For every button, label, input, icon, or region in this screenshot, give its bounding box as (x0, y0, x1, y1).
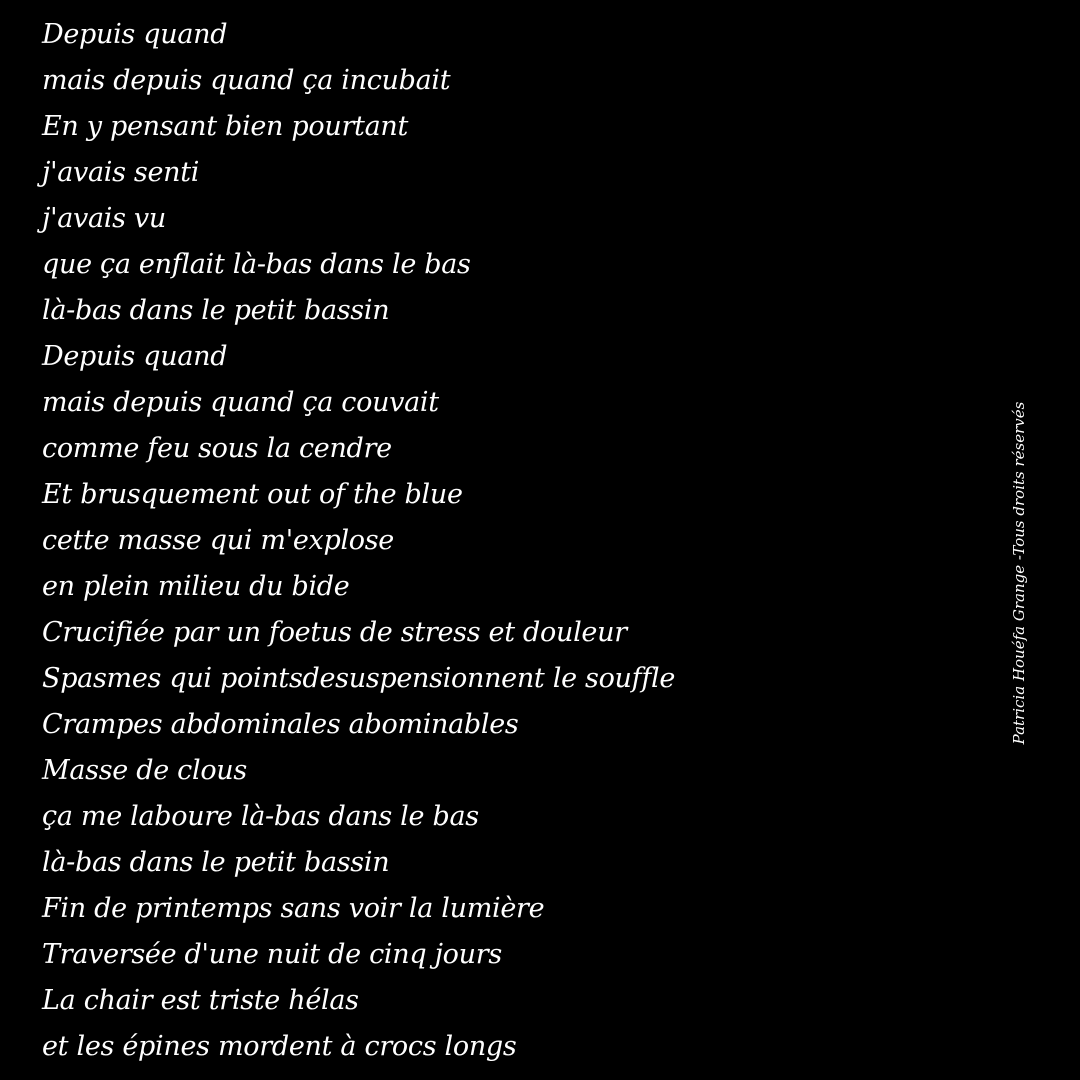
poem-line: là-bas dans le petit bassin (42, 847, 390, 878)
poem-line: j'avais vu (42, 203, 166, 234)
poem-line: Depuis quand (42, 341, 228, 372)
poem-line: Depuis quand (42, 19, 228, 50)
poem-line: Et brusquement out of the blue (42, 479, 463, 510)
poem-line: Crucifiée par un foetus de stress et douleur (42, 617, 627, 648)
copyright-credit: Patricia Houéfa Grange -Tous droits réservés (1010, 401, 1028, 745)
poem-line: Fin de printemps sans voir la lumière (42, 893, 545, 924)
poem-line: En y pensant bien pourtant (42, 111, 409, 142)
poem-line: La chair est triste hélas (42, 985, 359, 1016)
poem-line: j'avais senti (42, 157, 200, 188)
poem-line: ça me laboure là-bas dans le bas (42, 801, 479, 832)
poem-line: mais depuis quand ça couvait (42, 387, 439, 418)
poem-line: que ça enflait là-bas dans le bas (42, 249, 471, 280)
poem-line: Crampes abdominales abominables (42, 709, 519, 740)
poem-text (42, 12, 675, 1070)
poem-line: Masse de clous (42, 755, 247, 786)
poem-line: cette masse qui m'explose (42, 525, 394, 556)
poem-line: là-bas dans le petit bassin (42, 295, 390, 326)
poem-line: et les épines mordent à crocs longs (42, 1031, 517, 1062)
poem-line: Traversée d'une nuit de cinq jours (42, 939, 502, 970)
poem-line: en plein milieu du bide (42, 571, 350, 602)
poem-line: Spasmes qui pointsdesuspensionnent le souffle (42, 663, 676, 694)
poem-line: comme feu sous la cendre (42, 433, 392, 464)
poem-line: mais depuis quand ça incubait (42, 65, 451, 96)
